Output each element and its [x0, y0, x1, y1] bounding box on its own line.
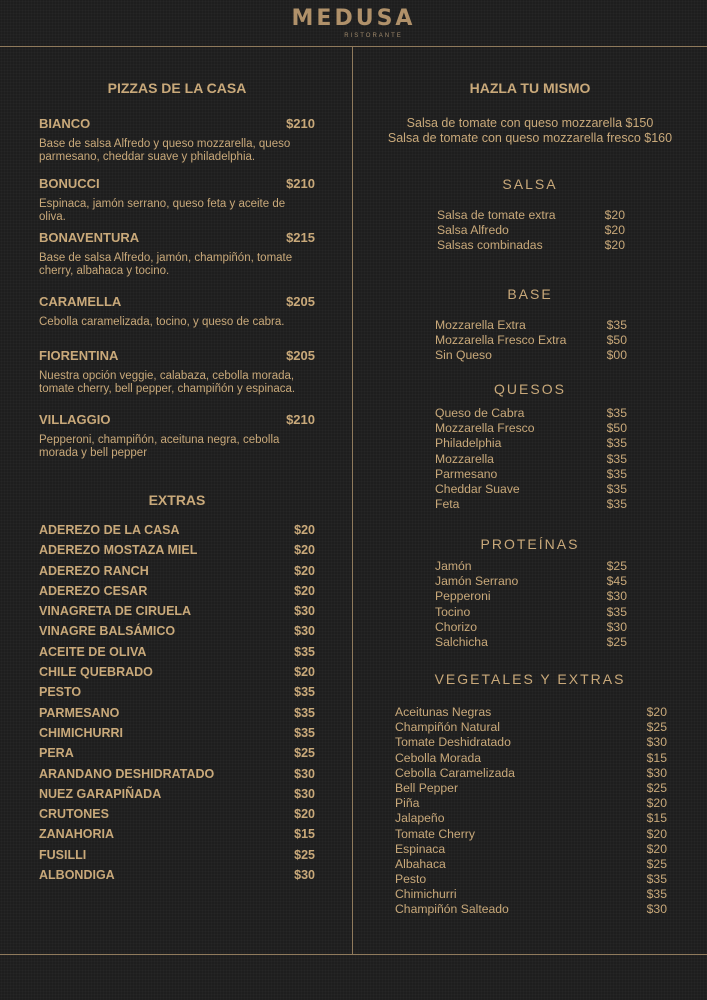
extras-price: $25	[294, 746, 315, 761]
pizza-description: Nuestra opción veggie, calabaza, cebolla morada, tomate cherry, bell pepper, champiñón y espinaca.	[39, 370, 296, 395]
quesos-price: $35	[606, 436, 627, 451]
vegetales-price: $25	[646, 780, 667, 795]
diy-title: HAZLA TU MISMO	[469, 80, 591, 96]
proteinas-item	[435, 559, 627, 574]
extras-item	[39, 706, 315, 726]
extras-price: $30	[294, 624, 315, 639]
extras-name: ADEREZO DE LA CASA	[39, 523, 180, 537]
vegetales-item	[395, 796, 667, 811]
extras-name: NUEZ GARAPIÑADA	[39, 786, 162, 801]
bottom-divider	[0, 954, 707, 955]
extras-item	[39, 726, 315, 746]
extras-name: ALBONDIGA	[39, 868, 115, 883]
pizza-price: $205	[286, 294, 315, 309]
extras-item	[39, 564, 315, 584]
pizza-price: $215	[286, 230, 315, 245]
vegetales-price: $20	[646, 841, 667, 856]
base-price: $35	[606, 318, 627, 332]
proteinas-list	[435, 559, 627, 650]
vegetales-item	[395, 751, 667, 766]
quesos-title: QUESOS	[494, 381, 566, 397]
quesos-name: Philadelphia	[435, 436, 502, 451]
base-name: Sin Queso	[435, 348, 492, 363]
salsa-item	[437, 238, 625, 253]
extras-item	[39, 746, 315, 766]
vegetales-name: Jalapeño	[395, 811, 445, 826]
pizza-description: Pepperoni, champiñón, aceituna negra, cebolla morada y bell pepper	[39, 434, 280, 459]
proteinas-name: Tocino	[435, 604, 471, 619]
extras-item	[39, 665, 315, 685]
base-name: Mozzarella Extra	[435, 318, 526, 332]
extras-price: $20	[294, 807, 315, 822]
quesos-name: Mozzarella	[435, 451, 494, 466]
extras-name: PARMESANO	[39, 705, 120, 720]
base-price: $50	[606, 333, 627, 348]
extras-name: ADEREZO CESAR	[39, 583, 148, 598]
vegetales-price: $25	[646, 856, 667, 871]
pizza-name: BONAVENTURA	[39, 230, 140, 245]
quesos-name: Mozzarella Fresco	[435, 421, 535, 436]
vegetales-price: $30	[646, 765, 667, 780]
vegetales-price: $35	[646, 887, 667, 902]
diy-lines	[353, 116, 707, 146]
vegetales-item	[395, 705, 667, 720]
extras-price: $25	[294, 847, 315, 862]
extras-price: $30	[294, 868, 315, 883]
vegetales-item	[395, 902, 667, 917]
vegetales-price: $15	[646, 750, 667, 765]
quesos-item	[435, 452, 627, 467]
vegetales-name: Aceitunas Negras	[395, 705, 492, 719]
pizza-name: CARAMELLA	[39, 294, 122, 309]
extras-name: ADEREZO RANCH	[39, 563, 149, 578]
vegetales-price: $20	[646, 826, 667, 841]
extras-item	[39, 807, 315, 827]
extras-price: $20	[294, 665, 315, 680]
extras-name: VINAGRETA DE CIRUELA	[39, 604, 192, 619]
vegetales-price: $35	[646, 872, 667, 887]
proteinas-item	[435, 635, 627, 650]
quesos-price: $35	[606, 466, 627, 481]
vegetales-name: Champiñón Salteado	[395, 902, 509, 917]
vegetales-item	[395, 827, 667, 842]
vegetales-name: Pesto	[395, 872, 427, 887]
vegetales-price: $20	[646, 796, 667, 811]
vegetales-item	[395, 842, 667, 857]
extras-item	[39, 645, 315, 665]
extras-name: CHIMICHURRI	[39, 725, 124, 740]
pizza-name: FIORENTINA	[39, 348, 119, 363]
proteinas-name: Jamón	[435, 559, 472, 573]
vegetales-list	[395, 705, 667, 918]
base-item	[435, 348, 627, 363]
quesos-price: $50	[606, 421, 627, 436]
vegetales-item	[395, 872, 667, 887]
extras-item	[39, 787, 315, 807]
proteinas-name: Jamón Serrano	[435, 574, 519, 589]
extras-item	[39, 584, 315, 604]
extras-name: ZANAHORIA	[39, 827, 114, 842]
vegetales-item	[395, 887, 667, 902]
extras-item	[39, 543, 315, 563]
proteinas-item	[435, 620, 627, 635]
pizza-description: Base de salsa Alfredo, jamón, champiñón, tomate cherry, albahaca y tocino.	[39, 252, 293, 277]
extras-item	[39, 848, 315, 868]
vegetales-name: Piña	[395, 796, 420, 811]
extras-item	[39, 523, 315, 543]
vegetales-item	[395, 735, 667, 750]
extras-name: PESTO	[39, 685, 82, 700]
extras-price: $30	[294, 786, 315, 801]
quesos-price: $35	[606, 451, 627, 466]
extras-price: $35	[294, 644, 315, 659]
extras-item	[39, 685, 315, 705]
diy-line: Salsa de tomate con queso mozzarella fresco $160	[387, 131, 673, 145]
extras-name: FUSILLI	[39, 847, 87, 862]
pizza-price: $210	[286, 412, 315, 427]
salsa-item	[437, 223, 625, 238]
quesos-item	[435, 467, 627, 482]
extras-item	[39, 827, 315, 847]
extras-item	[39, 604, 315, 624]
pizza-name: VILLAGGIO	[39, 412, 111, 427]
salsa-price: $20	[604, 208, 625, 222]
pizza-name: BIANCO	[39, 116, 91, 131]
quesos-price: $35	[606, 481, 627, 496]
vegetales-item	[395, 811, 667, 826]
vegetales-name: Tomate Deshidratado	[395, 735, 511, 750]
salsa-title: SALSA	[502, 176, 558, 192]
salsa-price: $20	[604, 238, 625, 253]
extras-price: $20	[294, 523, 315, 537]
extras-name: ADEREZO MOSTAZA MIEL	[39, 543, 198, 558]
pizza-price: $210	[286, 116, 315, 131]
extras-price: $30	[294, 766, 315, 781]
pizzas-title: PIZZAS DE LA CASA	[107, 80, 247, 96]
extras-price: $20	[294, 583, 315, 598]
extras-item	[39, 624, 315, 644]
vegetales-price: $15	[646, 811, 667, 826]
vegetales-item	[395, 720, 667, 735]
vegetales-title: VEGETALES Y EXTRAS	[434, 671, 626, 687]
proteinas-name: Chorizo	[435, 619, 477, 634]
quesos-item	[435, 421, 627, 436]
pizza-description: Base de salsa Alfredo y queso mozzarella, queso parmesano, cheddar suave y philadelphia.	[39, 138, 291, 163]
quesos-list	[435, 406, 627, 512]
vegetales-price: $30	[646, 735, 667, 750]
vegetales-name: Cebolla Morada	[395, 750, 482, 765]
quesos-item	[435, 482, 627, 497]
quesos-item	[435, 497, 627, 512]
quesos-name: Cheddar Suave	[435, 481, 520, 496]
extras-name: ARANDANO DESHIDRATADO	[39, 766, 215, 781]
extras-list	[39, 523, 315, 888]
salsa-item	[437, 208, 625, 223]
vegetales-price: $20	[646, 705, 667, 719]
proteinas-title: PROTEÍNAS	[480, 536, 580, 552]
vegetales-name: Bell Pepper	[395, 780, 459, 795]
logo	[0, 6, 707, 40]
quesos-price: $35	[606, 406, 627, 420]
proteinas-price: $35	[606, 604, 627, 619]
extras-name: ACEITE DE OLIVA	[39, 644, 147, 659]
vegetales-price: $30	[646, 902, 667, 917]
vegetales-name: Chimichurri	[395, 887, 457, 902]
extras-price: $15	[294, 827, 315, 842]
proteinas-price: $25	[606, 634, 627, 649]
pizza-name: BONUCCI	[39, 176, 100, 191]
proteinas-item	[435, 605, 627, 620]
proteinas-name: Salchicha	[435, 634, 488, 649]
base-title: BASE	[507, 286, 553, 302]
vegetales-item	[395, 857, 667, 872]
salsa-list	[437, 208, 625, 254]
extras-price: $30	[294, 604, 315, 619]
vegetales-price: $25	[646, 720, 667, 735]
base-name: Mozzarella Fresco Extra	[435, 333, 567, 348]
base-item	[435, 318, 627, 333]
proteinas-price: $30	[606, 589, 627, 604]
salsa-name: Salsa Alfredo	[437, 223, 509, 238]
logo-name: MEDUSA	[291, 6, 416, 31]
salsa-price: $20	[604, 223, 625, 238]
extras-price: $35	[294, 705, 315, 720]
vegetales-name: Espinaca	[395, 841, 446, 856]
extras-item	[39, 767, 315, 787]
extras-price: $20	[294, 543, 315, 558]
top-divider	[0, 46, 707, 47]
extras-item	[39, 868, 315, 888]
quesos-name: Parmesano	[435, 466, 498, 481]
vegetales-name: Cebolla Caramelizada	[395, 765, 515, 780]
extras-name: PERA	[39, 746, 74, 761]
pizza-price: $205	[286, 348, 315, 363]
pizza-description: Cebolla caramelizada, tocino, y queso de cabra.	[39, 316, 285, 328]
proteinas-name: Pepperoni	[435, 589, 491, 604]
diy-line: Salsa de tomate con queso mozzarella $150	[406, 116, 654, 130]
extras-name: VINAGRE BALSÁMICO	[39, 624, 176, 639]
quesos-price: $35	[606, 497, 627, 512]
extras-price: $35	[294, 725, 315, 740]
quesos-item	[435, 406, 627, 421]
extras-price: $20	[294, 563, 315, 578]
base-list	[435, 318, 627, 364]
proteinas-price: $30	[606, 619, 627, 634]
extras-price: $35	[294, 685, 315, 700]
vegetales-name: Tomate Cherry	[395, 826, 475, 841]
salsa-name: Salsa de tomate extra	[437, 208, 556, 222]
vegetales-name: Albahaca	[395, 856, 446, 871]
pizza-price: $210	[286, 176, 315, 191]
salsa-name: Salsas combinadas	[437, 238, 543, 253]
extras-title: EXTRAS	[148, 492, 206, 508]
proteinas-item	[435, 574, 627, 589]
quesos-name: Feta	[435, 497, 460, 512]
proteinas-price: $25	[606, 559, 627, 573]
extras-name: CHILE QUEBRADO	[39, 665, 153, 680]
logo-subtitle: RISTORANTE	[344, 33, 403, 39]
base-price: $00	[606, 348, 627, 363]
extras-name: CRUTONES	[39, 807, 109, 822]
proteinas-price: $45	[606, 574, 627, 589]
pizza-description: Espinaca, jamón serrano, queso feta y aceite de oliva.	[39, 198, 286, 223]
base-item	[435, 333, 627, 348]
quesos-item	[435, 436, 627, 451]
proteinas-item	[435, 589, 627, 604]
vegetales-item	[395, 781, 667, 796]
quesos-name: Queso de Cabra	[435, 406, 525, 420]
vegetales-name: Champiñón Natural	[395, 720, 501, 735]
vegetales-item	[395, 766, 667, 781]
